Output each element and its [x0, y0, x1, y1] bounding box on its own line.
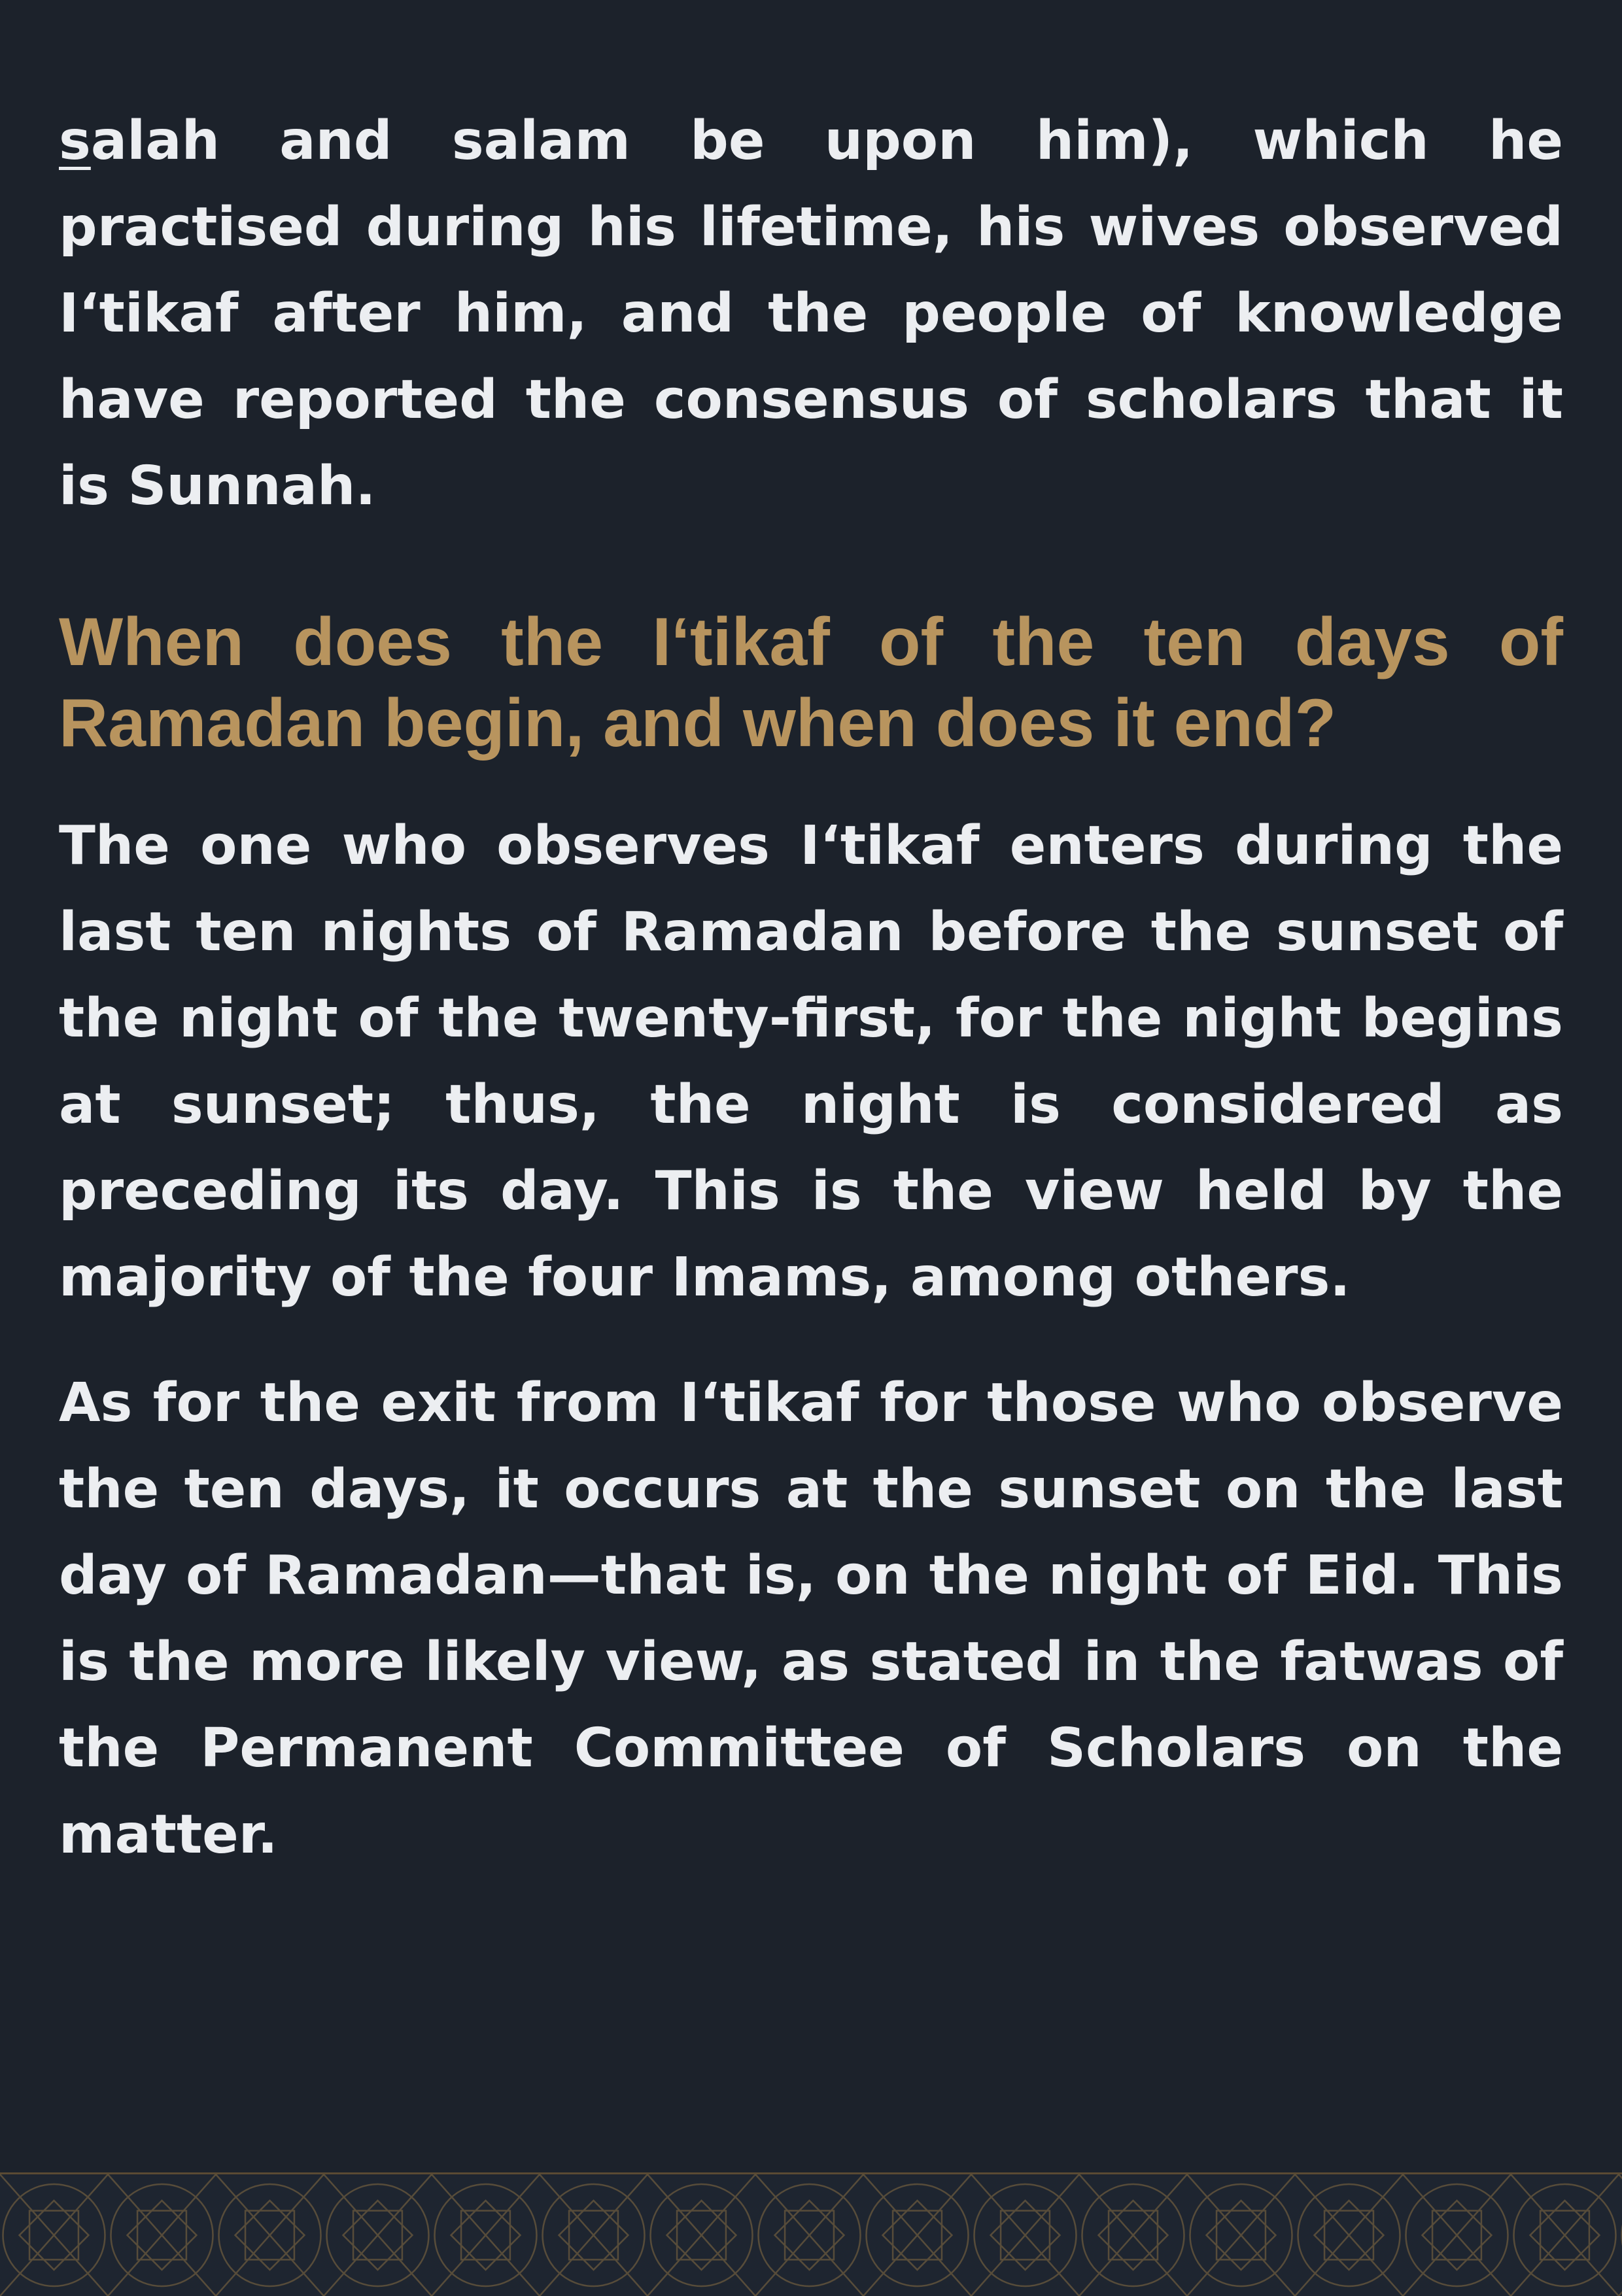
ornament-tile: [216, 2174, 324, 2296]
ornament-tile: [324, 2174, 432, 2296]
body-paragraph-2-text: As for the exit from I‘tikaf for those who observe the ten days, it occurs at the sunset on the last day of Ramadan—that is, on the night of Eid. This is the more likely view, as stated in the fatwas of the Permanent Committee of Scholars on the matter.: [59, 1360, 1563, 1878]
ornament-tile: [647, 2174, 755, 2296]
ornament-tile: [1187, 2174, 1295, 2296]
underlined-letter: s: [59, 110, 91, 172]
ornament-tile: [1511, 2174, 1619, 2296]
body-paragraph-2: [59, 1360, 1563, 1878]
ornament-tile: [1295, 2174, 1403, 2296]
ornament-tile: [432, 2174, 540, 2296]
ornament-tile: [1619, 2174, 1622, 2296]
ornament-tile: [1403, 2174, 1511, 2296]
intro-paragraph-rest: alah and salam be upon him), which he practised during his lifetime, his wives observed I‘tikaf after him, and the people of knowledge have reported the consensus of scholars that it is Sunnah.: [59, 110, 1563, 517]
ornament-tile: [863, 2174, 971, 2296]
ornament-tile: [0, 2174, 108, 2296]
ornament-tile: [1079, 2174, 1187, 2296]
body-paragraph-1: [59, 803, 1563, 1321]
intro-paragraph-text: [59, 98, 1563, 530]
ornament-tile: [108, 2174, 216, 2296]
ornament-tile: [755, 2174, 863, 2296]
intro-paragraph: [59, 98, 1563, 530]
ornament-tile: [971, 2174, 1079, 2296]
islamic-geometric-pattern-icon: [0, 2174, 1622, 2296]
ornament-tile: [540, 2174, 647, 2296]
body-paragraph-1-text: The one who observes I‘tikaf enters during the last ten nights of Ramadan before the sunset of the night of the twenty-first, for the night begins at sunset; thus, the night is considered as preceding its day. This is the view held by the majority of the four Imams, among others.: [59, 803, 1563, 1321]
footer-ornament-band: [0, 2172, 1622, 2296]
section-heading: [59, 602, 1563, 764]
section-heading-text: When does the I‘tikaf of the ten days of Ramadan begin, and when does it end?: [59, 602, 1563, 764]
